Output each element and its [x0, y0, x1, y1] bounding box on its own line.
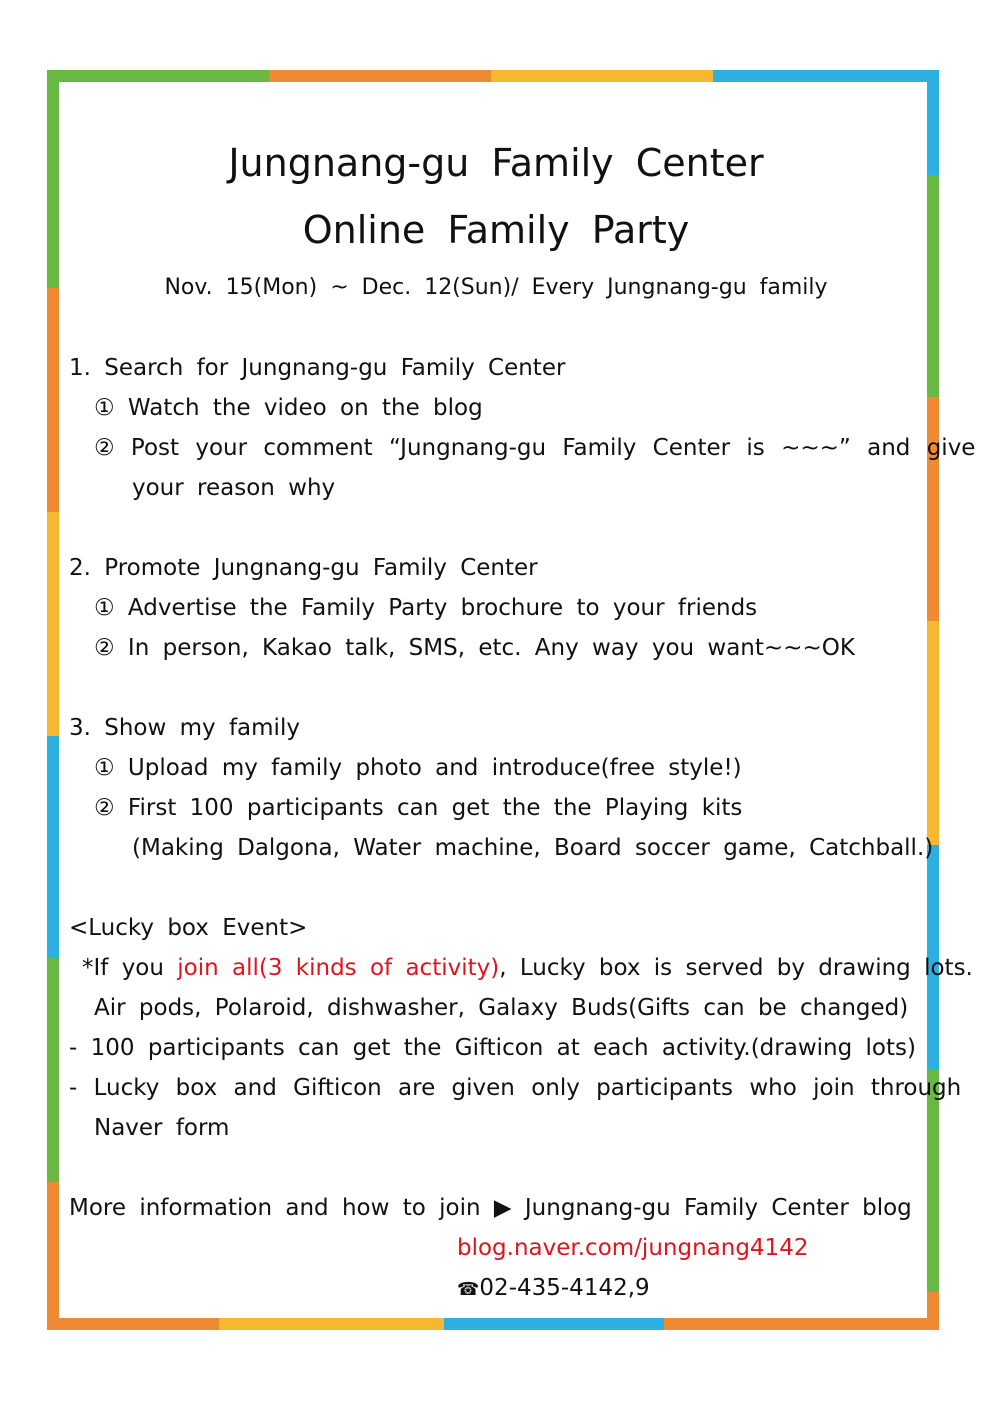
event-subtitle: Nov. 15(Mon) ~ Dec. 12(Sun)/ Every Jungnang-gu family — [164, 275, 828, 300]
blog-link[interactable]: blog.naver.com/jungnang4142 — [457, 1235, 809, 1261]
section-heading: 2. Promote Jungnang-gu Family Center — [69, 555, 538, 581]
lucky-gifts: Air pods, Polaroid, dishwasher, Galaxy Buds(Gifts can be changed) — [94, 995, 909, 1021]
lucky-heading: <Lucky box Event> — [69, 915, 308, 941]
lucky-line-1 — [82, 953, 973, 983]
contact-phone — [457, 1273, 650, 1305]
lucky-text: *If you — [82, 955, 178, 981]
title-line-2: Online Family Party — [302, 208, 690, 252]
lucky-note: - Lucky box and Gifticon are given only participants who join through — [69, 1075, 962, 1101]
list-item-continuation: (Making Dalgona, Water machine, Board soccer game, Catchball.) — [132, 835, 934, 861]
section-heading: 1. Search for Jungnang-gu Family Center — [69, 355, 566, 381]
list-item-continuation: your reason why — [132, 475, 336, 501]
list-item: ① Watch the video on the blog — [94, 395, 483, 421]
lucky-highlight: join all(3 kinds of activity) — [177, 955, 500, 981]
list-item: ① Upload my family photo and introduce(free style!) — [94, 755, 742, 781]
list-item: ② Post your comment “Jungnang-gu Family Center is ~~~” and give — [94, 435, 976, 461]
list-item: ② In person, Kakao talk, SMS, etc. Any way you want~~~OK — [94, 635, 855, 661]
lucky-text: , Lucky box is served by drawing lots. — [499, 955, 973, 981]
section-heading: 3. Show my family — [69, 715, 300, 741]
telephone-icon: ☎ — [457, 1279, 480, 1300]
lucky-note-continuation: Naver form — [94, 1115, 230, 1141]
title-line-1: Jungnang-gu Family Center — [228, 141, 764, 185]
list-item: ① Advertise the Family Party brochure to your friends — [94, 595, 758, 621]
phone-number: 02-435-4142,9 — [479, 1275, 650, 1301]
list-item: ② First 100 participants can get the the Playing kits — [94, 795, 743, 821]
lucky-note: - 100 participants can get the Gifticon at each activity.(drawing lots) — [69, 1035, 916, 1061]
more-info: More information and how to join ▶ Jungnang-gu Family Center blog — [69, 1195, 912, 1221]
